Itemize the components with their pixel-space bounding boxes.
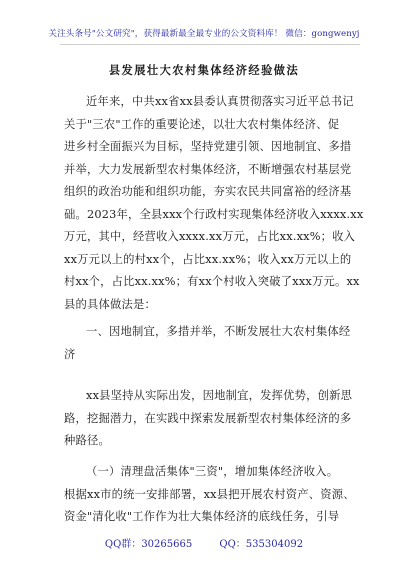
text-line: 资金"清化收"工作作为壮大集体经济的底线任务，引导 [64, 510, 340, 523]
paragraph-intro [64, 91, 364, 316]
header-note: 关注头条号"公文研究"，获得最新最全最专业的公文资料库！ 微信：gongwenyj [48, 29, 360, 39]
text-line: 路，挖掘潜力，在实践中探索发展新型农村集体经济的多 [64, 411, 352, 425]
section-heading [64, 321, 364, 366]
text-line: 关于"三农"工作的重要论述，以壮大农村集体经济、促 [64, 117, 340, 131]
footer-qq: QQ：535304092 [219, 539, 304, 550]
text-line: 组织的政治功能和组织功能，夯实农民共同富裕的经济基 [64, 185, 352, 198]
paragraph-approach [64, 385, 364, 453]
document-title: 县发展壮大农村集体经济经验做法 [108, 63, 300, 77]
footer-contact [0, 535, 408, 550]
footer-qq-group: QQ群：30265665 [104, 539, 193, 550]
paragraph-subsection-1 [64, 461, 364, 529]
text-line: xx县坚持从实际出发，因地制宜，发挥优势，创新思 [86, 389, 353, 402]
text-line: 近年来，中共xx省xx县委认真贯彻落实习近平总书记 [86, 95, 354, 108]
heading-line: 一、因地制宜，多措并举，不断发展壮大农村集体经 [86, 325, 351, 338]
text-line: 种路径。 [64, 434, 110, 447]
text-line: 万元，其中，经营收入xxxx.xx万元，占比xx.xx%；收入 [64, 230, 356, 243]
text-line: 根据xx市的统一安排部署，xx县把开展农村资产、资源、 [64, 487, 355, 501]
header-divider [60, 44, 360, 45]
text-line: 县的具体做法是： [64, 297, 156, 311]
text-line: （一）清理盘活集体"三资"，增加集体经济收入。 [86, 465, 339, 478]
text-line: 并举，大力发展新型农村集体经济，不断增强农村基层党 [64, 162, 352, 176]
text-line: 础。2023年，全县xxx个行政村实现集体经济收入xxxx.xx [64, 207, 364, 221]
text-line: 进乡村全面振兴为目标，坚持党建引领、因地制宜、多措 [64, 140, 352, 153]
text-line: xx万元以上的村xx个，占比xx.xx%；收入xx万元以上的 [64, 252, 352, 266]
heading-line: 济 [64, 347, 76, 361]
text-line: 村xx个，占比xx.xx%；有xx个村收入突破了xxx万元。xx [64, 275, 360, 288]
